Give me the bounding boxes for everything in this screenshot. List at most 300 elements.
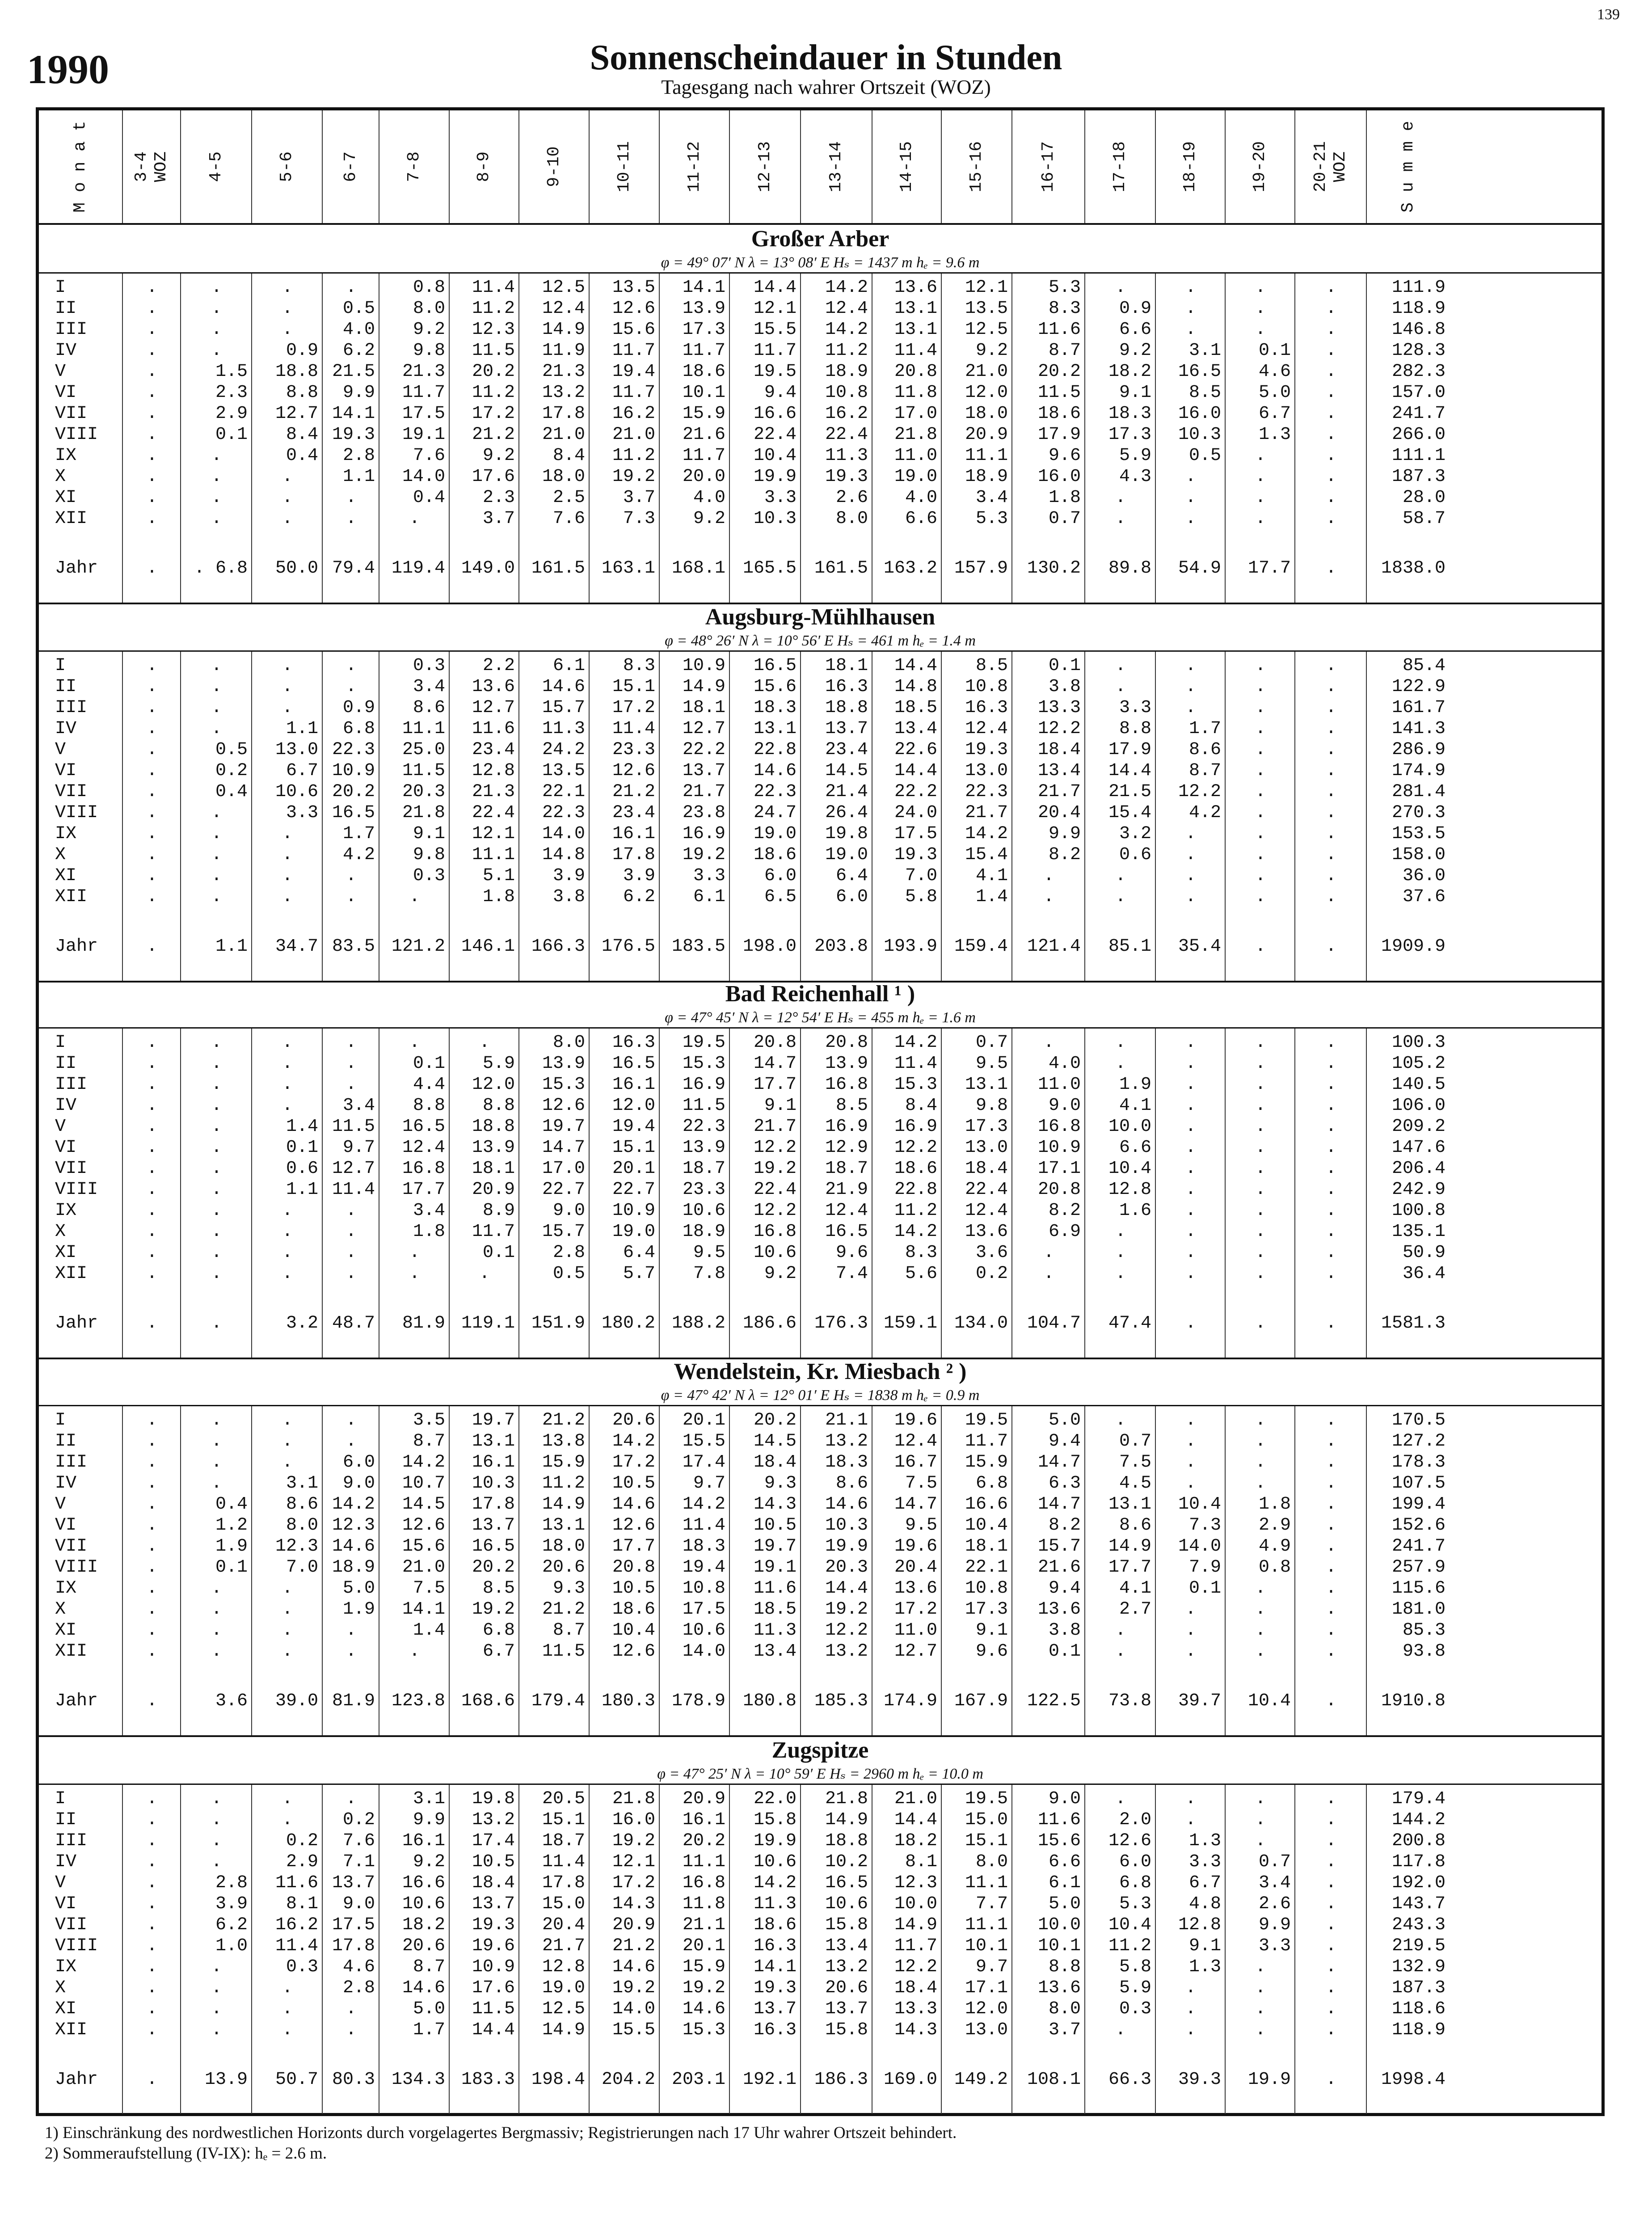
hour-cell: 4.5 (1119, 1473, 1151, 1493)
hour-cell: . (1115, 1054, 1126, 1074)
hour-cell: 6.8 (482, 1620, 515, 1640)
hour-cell: 0.5 (552, 1264, 585, 1284)
hour-cell: . (1255, 936, 1266, 957)
sum-cell: 174.9 (1391, 761, 1446, 781)
hour-cell: 13.9 (472, 1138, 515, 1158)
hour-cell: 8.0 (286, 1515, 318, 1535)
hour-cell: . (211, 1473, 222, 1493)
hour-cell: . (146, 558, 157, 578)
header-hour (450, 110, 519, 223)
hour-cell: 1.0 (215, 1936, 248, 1956)
hour-cell: 18.6 (894, 1159, 937, 1179)
month-row (39, 1410, 1601, 1431)
hour-cell: 3.7 (623, 488, 655, 508)
hour-cell: 10.4 (753, 446, 796, 466)
hour-cell: . (146, 1452, 157, 1472)
hour-cell: 14.0 (612, 1999, 655, 2019)
hour-cell: . (146, 1096, 157, 1116)
month-row (39, 1032, 1601, 1053)
hour-cell: . (1255, 824, 1266, 844)
month-row (39, 886, 1601, 907)
hour-cell: . (1115, 2020, 1126, 2040)
hour-cell: 2.6 (1258, 1894, 1291, 1914)
hour-cell: 19.8 (472, 1789, 515, 1809)
hour-cell: . (1255, 866, 1266, 886)
hour-cell: 159.1 (883, 1313, 937, 1333)
sum-cell: 105.2 (1391, 1054, 1446, 1074)
hour-cell: 12.1 (612, 1852, 655, 1872)
hour-cell: 1.4 (413, 1620, 445, 1640)
hour-cell: 8.3 (623, 656, 655, 676)
sum-cell: 127.2 (1391, 1431, 1446, 1451)
hour-cell: . (146, 2070, 157, 2090)
hour-cell: 13.4 (753, 1641, 796, 1661)
hour-cell: 10.6 (682, 1201, 725, 1221)
hour-cell: 9.2 (482, 446, 515, 466)
hour-cell: 14.8 (542, 845, 585, 865)
hour-cell: 7.6 (342, 1831, 375, 1851)
hour-cell: . (1255, 509, 1266, 529)
sum-cell: 128.3 (1391, 341, 1446, 361)
hour-cell: 0.1 (1048, 1641, 1081, 1661)
hour-cell: 188.2 (671, 1313, 725, 1333)
hour-cell: 6.0 (835, 887, 868, 907)
month-row (39, 1263, 1601, 1284)
hour-cell: . (211, 1599, 222, 1619)
month-row (39, 865, 1601, 886)
hour-cell: 10.8 (825, 383, 868, 403)
hour-cell: 7.6 (552, 509, 585, 529)
hour-cell: . (1325, 1473, 1336, 1493)
hour-cell: . (211, 887, 222, 907)
hour-cell: 13.9 (682, 299, 725, 319)
sum-cell: 1998.4 (1381, 2070, 1446, 2090)
hour-cell: 20.8 (753, 1033, 796, 1053)
footnote-1: 1) Einschränkung des nordwestlichen Horizonts durch vorgelagertes Bergmassiv; Registrierungen nach 17 Uhr wahrer Ortszeit behindert. (45, 2124, 957, 2142)
hour-cell: 18.7 (542, 1831, 585, 1851)
hour-cell: 22.3 (753, 782, 796, 802)
hour-cell: 16.5 (753, 656, 796, 676)
month-row (39, 1116, 1601, 1137)
hour-cell: . (1255, 2020, 1266, 2040)
hour-cell: 18.2 (894, 1831, 937, 1851)
hour-cell: 19.2 (682, 1978, 725, 1998)
hour-cell: 9.7 (975, 1957, 1008, 1977)
hour-cell: 13.7 (825, 1999, 868, 2019)
hour-cell: . (211, 1831, 222, 1851)
hour-cell: 12.7 (894, 1641, 937, 1661)
hour-cell: 17.5 (682, 1599, 725, 1619)
header-hour-label: 8-9 (474, 151, 493, 182)
hour-cell: . (1115, 1033, 1126, 1053)
hour-cell: 7.9 (1188, 1557, 1221, 1577)
hour-cell: 9.0 (1048, 1096, 1081, 1116)
hour-cell: 15.6 (753, 677, 796, 697)
hour-cell: 21.0 (894, 1789, 937, 1809)
hour-cell: 9.9 (342, 383, 375, 403)
hour-cell: 25.0 (402, 740, 445, 760)
hour-cell: 0.6 (1119, 845, 1151, 865)
hour-cell: . (1255, 1313, 1266, 1333)
hour-cell: . (1325, 425, 1336, 445)
hour-cell: 14.2 (894, 1033, 937, 1053)
hour-cell: 13.6 (1037, 1978, 1081, 1998)
hour-cell: 15.9 (965, 1452, 1008, 1472)
hour-cell: 9.2 (975, 341, 1008, 361)
hour-cell: 16.8 (1037, 1117, 1081, 1137)
hour-cell: 20.1 (682, 1410, 725, 1430)
hour-cell: 83.5 (332, 936, 375, 957)
hour-cell: . (211, 467, 222, 487)
hour-cell: 0.9 (286, 341, 318, 361)
hour-cell: 23.3 (612, 740, 655, 760)
hour-cell: 6.6 (905, 509, 937, 529)
hour-cell: 9.2 (764, 1264, 796, 1284)
hour-cell: 15.0 (965, 1810, 1008, 1830)
hour-cell: . (1325, 1578, 1336, 1598)
sum-cell: 199.4 (1391, 1494, 1446, 1514)
hour-cell: 22.1 (965, 1557, 1008, 1577)
row-label: IV (55, 341, 77, 361)
hour-cell: 21.2 (612, 1936, 655, 1956)
hour-cell: 16.2 (825, 404, 868, 424)
hour-cell: 14.0 (1178, 1536, 1221, 1556)
hour-cell: 16.2 (275, 1915, 318, 1935)
hour-cell: 12.5 (542, 1999, 585, 2019)
hour-cell: . (1255, 782, 1266, 802)
hour-cell: . (146, 740, 157, 760)
hour-cell: 12.6 (612, 761, 655, 781)
hour-cell: 19.7 (753, 1536, 796, 1556)
station-name: Wendelstein, Kr. Miesbach ² ) (674, 1359, 967, 1384)
row-label: IV (55, 719, 77, 739)
hour-cell: . (211, 1978, 222, 1998)
hour-cell: 12.6 (1108, 1831, 1151, 1851)
hour-cell: 47.4 (1108, 1313, 1151, 1333)
hour-cell: 9.9 (413, 1810, 445, 1830)
sum-cell: 146.8 (1391, 320, 1446, 340)
hour-cell: . (1255, 1978, 1266, 1998)
sum-cell: 286.9 (1391, 740, 1446, 760)
hour-cell: . (1115, 1620, 1126, 1640)
sum-cell: 144.2 (1391, 1810, 1446, 1830)
hour-cell: . (211, 1431, 222, 1451)
hour-cell: . (1255, 1578, 1266, 1598)
hour-cell: 18.1 (825, 656, 868, 676)
hour-cell: 13.0 (965, 1138, 1008, 1158)
station-data (39, 1027, 1601, 1359)
hour-cell: 13.6 (894, 1578, 937, 1598)
hour-cell: 18.6 (753, 1915, 796, 1935)
hour-cell: 14.9 (1108, 1536, 1151, 1556)
hour-cell: . (1255, 1222, 1266, 1242)
hour-cell: 19.3 (332, 425, 375, 445)
hour-cell: 15.8 (753, 1810, 796, 1830)
hour-cell: . (146, 1999, 157, 2019)
hour-cell: . (146, 803, 157, 823)
hour-cell: 16.0 (1178, 404, 1221, 424)
row-label: Jahr (55, 2070, 98, 2090)
sum-cell: 153.5 (1391, 824, 1446, 844)
month-row (39, 1915, 1601, 1936)
hour-cell: 16.8 (825, 1075, 868, 1095)
hour-cell: 15.7 (542, 1222, 585, 1242)
hour-cell: . (1325, 278, 1336, 298)
sum-cell: 209.2 (1391, 1117, 1446, 1137)
hour-cell: 19.6 (472, 1936, 515, 1956)
month-row (39, 1515, 1601, 1536)
sum-cell: 122.9 (1391, 677, 1446, 697)
hour-cell: 8.0 (835, 509, 868, 529)
month-row (39, 1578, 1601, 1599)
hour-cell: . (1255, 1957, 1266, 1977)
page-number: 139 (1597, 6, 1620, 23)
hour-cell: . (211, 1138, 222, 1158)
hour-cell: 8.7 (1048, 341, 1081, 361)
hour-cell: 16.3 (753, 2020, 796, 2040)
hour-cell: 4.1 (975, 866, 1008, 886)
hour-cell: 15.3 (682, 2020, 725, 2040)
sum-cell: 1909.9 (1381, 936, 1446, 957)
row-label: III (55, 1075, 88, 1095)
hour-cell: 0.7 (1119, 1431, 1151, 1451)
month-row (39, 1200, 1601, 1221)
hour-cell: 18.7 (682, 1159, 725, 1179)
sum-cell: 192.0 (1391, 1873, 1446, 1893)
hour-cell: 1.4 (286, 1117, 318, 1137)
hour-cell: . (1325, 740, 1336, 760)
row-label: VII (55, 1536, 88, 1556)
hour-cell: . (1185, 656, 1196, 676)
hour-cell: . (346, 1999, 357, 2019)
hour-cell: 3.3 (1258, 1936, 1291, 1956)
row-label: XII (55, 509, 88, 529)
hour-cell: 15.1 (612, 1138, 655, 1158)
hour-cell: 16.1 (612, 1075, 655, 1095)
hour-cell: 3.1 (413, 1789, 445, 1809)
month-row (39, 697, 1601, 718)
row-label: V (55, 362, 66, 382)
hour-cell: 19.5 (965, 1789, 1008, 1809)
hour-cell: 19.2 (612, 1831, 655, 1851)
hour-cell: 15.6 (1037, 1831, 1081, 1851)
hour-cell: 19.2 (753, 1159, 796, 1179)
hour-cell: 13.4 (825, 1936, 868, 1956)
hour-cell: 18.1 (965, 1536, 1008, 1556)
hour-cell: 20.8 (825, 1033, 868, 1053)
hour-cell: 18.6 (612, 1599, 655, 1619)
hour-cell: 5.0 (342, 1578, 375, 1598)
hour-cell: . (211, 341, 222, 361)
hour-cell: . (1325, 299, 1336, 319)
hour-cell: 6.6 (1119, 320, 1151, 340)
hour-cell: 11.5 (1037, 383, 1081, 403)
hour-cell: 20.9 (682, 1789, 725, 1809)
hour-cell: 0.1 (1048, 656, 1081, 676)
sum-cell: 181.0 (1391, 1599, 1446, 1619)
hour-cell: . (1185, 1117, 1196, 1137)
sum-cell: 157.0 (1391, 383, 1446, 403)
sum-cell: 266.0 (1391, 425, 1446, 445)
hour-cell: . (282, 1620, 293, 1640)
hour-cell: . (282, 887, 293, 907)
hour-cell: 19.3 (753, 1978, 796, 1998)
hour-cell: . (1325, 1096, 1336, 1116)
hour-cell: . (1325, 2020, 1336, 2040)
hour-cell: 11.7 (402, 383, 445, 403)
hour-cell: . (282, 845, 293, 865)
hour-cell: 19.9 (753, 1831, 796, 1851)
sum-cell: 141.3 (1391, 719, 1446, 739)
hour-cell: 176.5 (601, 936, 655, 957)
hour-cell: . (1255, 1201, 1266, 1221)
header-hour-label: 16-17 (1038, 141, 1058, 193)
hour-cell: . (346, 1033, 357, 1053)
row-label: IV (55, 1096, 77, 1116)
station-section (39, 223, 1601, 601)
hour-cell: 14.6 (612, 1957, 655, 1977)
hour-cell: 6.7 (482, 1641, 515, 1661)
sum-cell: 243.3 (1391, 1915, 1446, 1935)
header-month (39, 110, 123, 223)
hour-cell: 0.2 (975, 1264, 1008, 1284)
hour-cell: 21.0 (542, 425, 585, 445)
hour-cell: 13.7 (332, 1873, 375, 1893)
hour-cell: 2.2 (482, 656, 515, 676)
station-coordinates: φ = 48° 26′ N λ = 10° 56′ E Hₛ = 461 m hₑ = 1.4 m (665, 633, 976, 649)
hour-cell: 11.0 (894, 446, 937, 466)
hour-cell: 5.3 (975, 509, 1008, 529)
station-data (39, 272, 1601, 604)
hour-cell: 10.6 (753, 1852, 796, 1872)
hour-cell: 0.8 (1258, 1557, 1291, 1577)
hour-cell: 15.9 (542, 1452, 585, 1472)
hour-cell: . (211, 1789, 222, 1809)
hour-cell: 12.3 (275, 1536, 318, 1556)
hour-cell: 9.8 (413, 341, 445, 361)
month-row (39, 1431, 1601, 1452)
sum-cell: 170.5 (1391, 1410, 1446, 1430)
sum-cell: 36.4 (1402, 1264, 1446, 1284)
hour-cell: 8.0 (975, 1852, 1008, 1872)
hour-cell: . (1325, 1831, 1336, 1851)
hour-cell: 14.4 (894, 656, 937, 676)
hour-cell: . (146, 1222, 157, 1242)
hour-cell: 21.7 (542, 1936, 585, 1956)
hour-cell: 21.8 (612, 1789, 655, 1809)
month-row (39, 340, 1601, 361)
hour-cell: 11.6 (275, 1873, 318, 1893)
hour-cell: . (1325, 824, 1336, 844)
station-section (39, 1734, 1601, 2113)
hour-cell: 9.8 (413, 845, 445, 865)
hour-cell: 8.8 (1048, 1957, 1081, 1977)
hour-cell: . (282, 656, 293, 676)
hour-cell: . (1115, 488, 1126, 508)
hour-cell: 2.8 (342, 446, 375, 466)
station-coordinates: φ = 47° 25′ N λ = 10° 59′ E Hₛ = 2960 m hₑ = 10.0 m (657, 1766, 983, 1782)
header-month-label: M o n a t (71, 121, 90, 213)
hour-cell: 9.4 (1048, 1431, 1081, 1451)
hour-cell: . (1255, 1599, 1266, 1619)
hour-cell: . (282, 1978, 293, 1998)
hour-cell: . (282, 1264, 293, 1284)
hour-cell: 14.4 (894, 761, 937, 781)
hour-cell: . (346, 509, 357, 529)
hour-cell: . (146, 1243, 157, 1263)
hour-cell: 2.3 (482, 488, 515, 508)
hour-cell: 13.1 (894, 320, 937, 340)
hour-cell: 4.9 (1258, 1536, 1291, 1556)
hour-cell: 12.2 (894, 1957, 937, 1977)
month-row (39, 508, 1601, 529)
hour-cell: 5.9 (482, 1054, 515, 1074)
row-label: Jahr (55, 1313, 98, 1333)
hour-cell: 18.4 (965, 1159, 1008, 1179)
hour-cell: 12.8 (1108, 1180, 1151, 1200)
hour-cell: 15.5 (682, 1431, 725, 1451)
hour-cell: . (211, 1957, 222, 1977)
hour-cell: 8.8 (1119, 719, 1151, 739)
header-hour (1012, 110, 1085, 223)
hour-cell: 21.0 (612, 425, 655, 445)
hour-cell: 4.1 (1119, 1096, 1151, 1116)
row-label: II (55, 677, 77, 697)
hour-cell: . (146, 1536, 157, 1556)
hour-cell: 119.4 (391, 558, 445, 578)
hour-cell: 21.6 (1037, 1557, 1081, 1577)
month-row (39, 277, 1601, 298)
hour-cell: 10.0 (894, 1894, 937, 1914)
hour-cell: . (211, 509, 222, 529)
hour-cell: . (1115, 677, 1126, 697)
hour-cell: 5.3 (1048, 278, 1081, 298)
hour-cell: . (346, 488, 357, 508)
hour-cell: 19.3 (472, 1915, 515, 1935)
hour-cell: 19.2 (825, 1599, 868, 1619)
hour-cell: 11.4 (332, 1180, 375, 1200)
row-label: VIII (55, 803, 98, 823)
hour-cell: 2.9 (215, 404, 248, 424)
hour-cell: 180.2 (601, 1313, 655, 1333)
hour-cell: 14.4 (753, 278, 796, 298)
hour-cell: . (282, 320, 293, 340)
hour-cell: . (346, 1431, 357, 1451)
hour-cell: 8.4 (552, 446, 585, 466)
sum-cell: 36.0 (1402, 866, 1446, 886)
hour-cell: 18.5 (894, 698, 937, 718)
hour-cell: 12.4 (965, 719, 1008, 739)
hour-cell: 20.4 (542, 1915, 585, 1935)
hour-cell: 22.0 (753, 1789, 796, 1809)
row-label: Jahr (55, 936, 98, 957)
hour-cell: 16.8 (402, 1159, 445, 1179)
hour-cell: . (1043, 887, 1054, 907)
hour-cell: . (479, 1264, 490, 1284)
hour-cell: 13.6 (894, 278, 937, 298)
hour-cell: 8.6 (835, 1473, 868, 1493)
hour-cell: 13.1 (472, 1431, 515, 1451)
hour-cell: 0.7 (975, 1033, 1008, 1053)
hour-cell: . (282, 824, 293, 844)
hour-cell: . (1325, 1557, 1336, 1577)
hour-cell: . (282, 2020, 293, 2040)
hour-cell: 168.6 (461, 1691, 515, 1711)
hour-cell: . (1185, 1201, 1196, 1221)
header-hour (519, 110, 590, 223)
hour-cell: 13.9 (682, 1138, 725, 1158)
hour-cell: 6.7 (1258, 404, 1291, 424)
